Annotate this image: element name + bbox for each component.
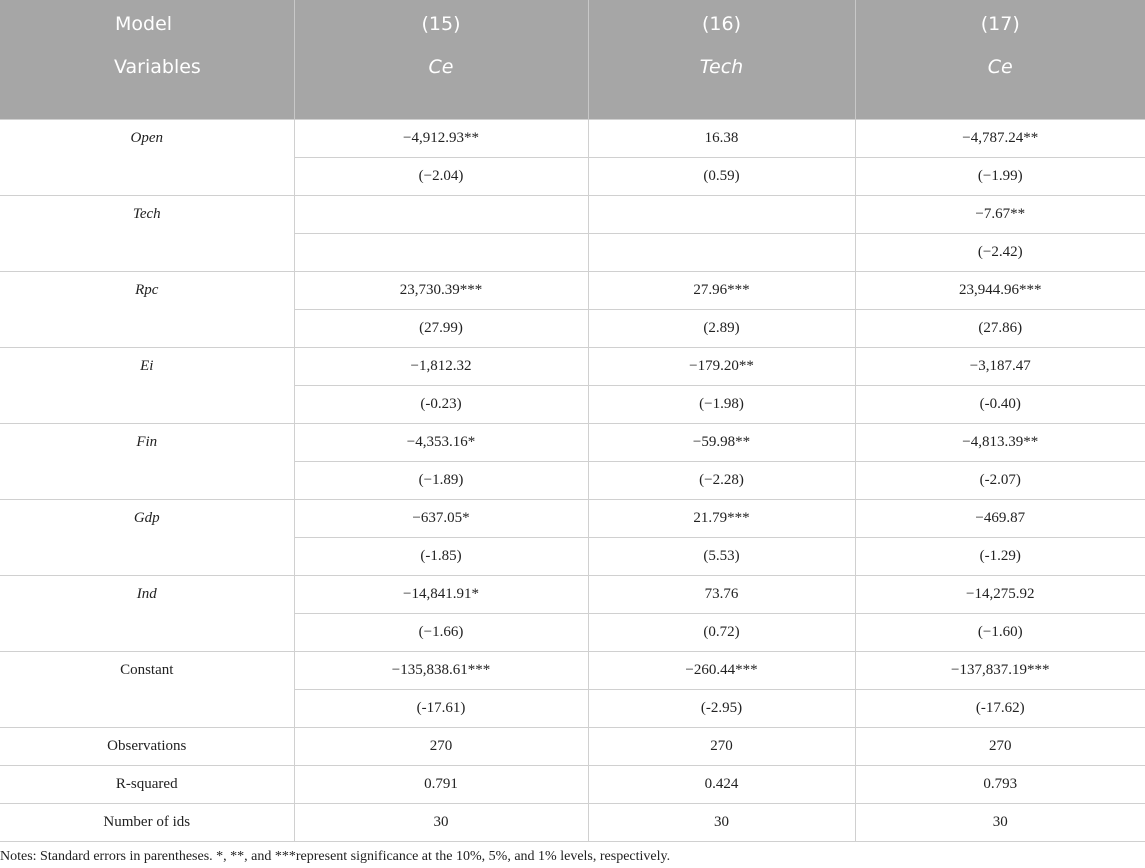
se-cell: (27.86) <box>855 310 1145 348</box>
coef-cell: −137,837.19*** <box>855 652 1145 690</box>
coef-cell: −14,275.92 <box>855 576 1145 614</box>
coef-cell: 21.79*** <box>588 500 855 538</box>
se-cell: (−2.28) <box>588 462 855 500</box>
se-cell: (−1.89) <box>294 462 588 500</box>
variable-name: Rpc <box>0 272 294 348</box>
variable-name: Open <box>0 120 294 196</box>
coef-cell: 27.96*** <box>588 272 855 310</box>
stat-cell: 270 <box>855 728 1145 766</box>
stat-label: Observations <box>0 728 294 766</box>
stat-cell: 0.424 <box>588 766 855 804</box>
header-depvar-16: Tech <box>588 48 855 120</box>
stat-cell: 0.791 <box>294 766 588 804</box>
header-variables-label: Variables <box>0 48 294 120</box>
table-row-ind-coef <box>0 576 1145 614</box>
se-cell: (−1.60) <box>855 614 1145 652</box>
header-row-variables <box>0 48 1145 120</box>
se-cell: (−2.42) <box>855 234 1145 272</box>
stat-label: R-squared <box>0 766 294 804</box>
coef-cell: −59.98** <box>588 424 855 462</box>
stat-cell: 0.793 <box>855 766 1145 804</box>
coef-cell: −4,813.39** <box>855 424 1145 462</box>
coef-cell: −179.20** <box>588 348 855 386</box>
se-cell: (0.72) <box>588 614 855 652</box>
header-model-15: (15) <box>294 0 588 48</box>
coef-cell: −4,353.16* <box>294 424 588 462</box>
table-row-rpc-coef <box>0 272 1145 310</box>
header-depvar-15: Ce <box>294 48 588 120</box>
stat-cell: 30 <box>294 804 588 842</box>
header-row-model <box>0 0 1145 48</box>
coef-cell: −637.05* <box>294 500 588 538</box>
coef-cell: 73.76 <box>588 576 855 614</box>
coef-cell: −3,187.47 <box>855 348 1145 386</box>
stat-cell: 270 <box>588 728 855 766</box>
se-cell: (−1.66) <box>294 614 588 652</box>
se-cell <box>588 234 855 272</box>
se-cell: (−1.98) <box>588 386 855 424</box>
coef-cell <box>588 196 855 234</box>
table-row-r-squared <box>0 766 1145 804</box>
se-cell: (27.99) <box>294 310 588 348</box>
se-cell: (-2.95) <box>588 690 855 728</box>
se-cell: (5.53) <box>588 538 855 576</box>
coef-cell: −469.87 <box>855 500 1145 538</box>
variable-name: Tech <box>0 196 294 272</box>
coef-cell: 16.38 <box>588 120 855 158</box>
stat-cell: 270 <box>294 728 588 766</box>
se-cell: (-0.23) <box>294 386 588 424</box>
table-row-tech-coef <box>0 196 1145 234</box>
stat-cell: 30 <box>588 804 855 842</box>
se-cell: (-1.29) <box>855 538 1145 576</box>
coef-cell <box>294 196 588 234</box>
table-body <box>0 120 1145 842</box>
table-notes: Notes: Standard errors in parentheses. *, **, and ***represent significance at the 10%, 5%, and 1% levels, respectively. <box>0 849 671 864</box>
table-row-fin-coef <box>0 424 1145 462</box>
se-cell: (-17.62) <box>855 690 1145 728</box>
se-cell: (-2.07) <box>855 462 1145 500</box>
coef-cell: −4,787.24** <box>855 120 1145 158</box>
stat-cell: 30 <box>855 804 1145 842</box>
coef-cell: −1,812.32 <box>294 348 588 386</box>
se-cell <box>294 234 588 272</box>
coef-cell: −14,841.91* <box>294 576 588 614</box>
header-model-label: Model <box>0 0 294 48</box>
se-cell: (-17.61) <box>294 690 588 728</box>
header-depvar-17: Ce <box>855 48 1145 120</box>
table-row-ei-coef <box>0 348 1145 386</box>
se-cell: (−1.99) <box>855 158 1145 196</box>
table-row-observations <box>0 728 1145 766</box>
coef-cell: −260.44*** <box>588 652 855 690</box>
variable-name: Ei <box>0 348 294 424</box>
table-row-constant-coef <box>0 652 1145 690</box>
table-row-open-coef <box>0 120 1145 158</box>
se-cell: (2.89) <box>588 310 855 348</box>
coef-cell: −4,912.93** <box>294 120 588 158</box>
se-cell: (0.59) <box>588 158 855 196</box>
header-model-17: (17) <box>855 0 1145 48</box>
se-cell: (-1.85) <box>294 538 588 576</box>
variable-name: Gdp <box>0 500 294 576</box>
se-cell: (−2.04) <box>294 158 588 196</box>
variable-name: Ind <box>0 576 294 652</box>
coef-cell: 23,730.39*** <box>294 272 588 310</box>
table-row-gdp-coef <box>0 500 1145 538</box>
table-row-number-of-ids <box>0 804 1145 842</box>
coef-cell: 23,944.96*** <box>855 272 1145 310</box>
table-header <box>0 0 1145 120</box>
coef-cell: −7.67** <box>855 196 1145 234</box>
header-model-16: (16) <box>588 0 855 48</box>
variable-name: Fin <box>0 424 294 500</box>
se-cell: (-0.40) <box>855 386 1145 424</box>
variable-name: Constant <box>0 652 294 728</box>
stat-label: Number of ids <box>0 804 294 842</box>
coef-cell: −135,838.61*** <box>294 652 588 690</box>
